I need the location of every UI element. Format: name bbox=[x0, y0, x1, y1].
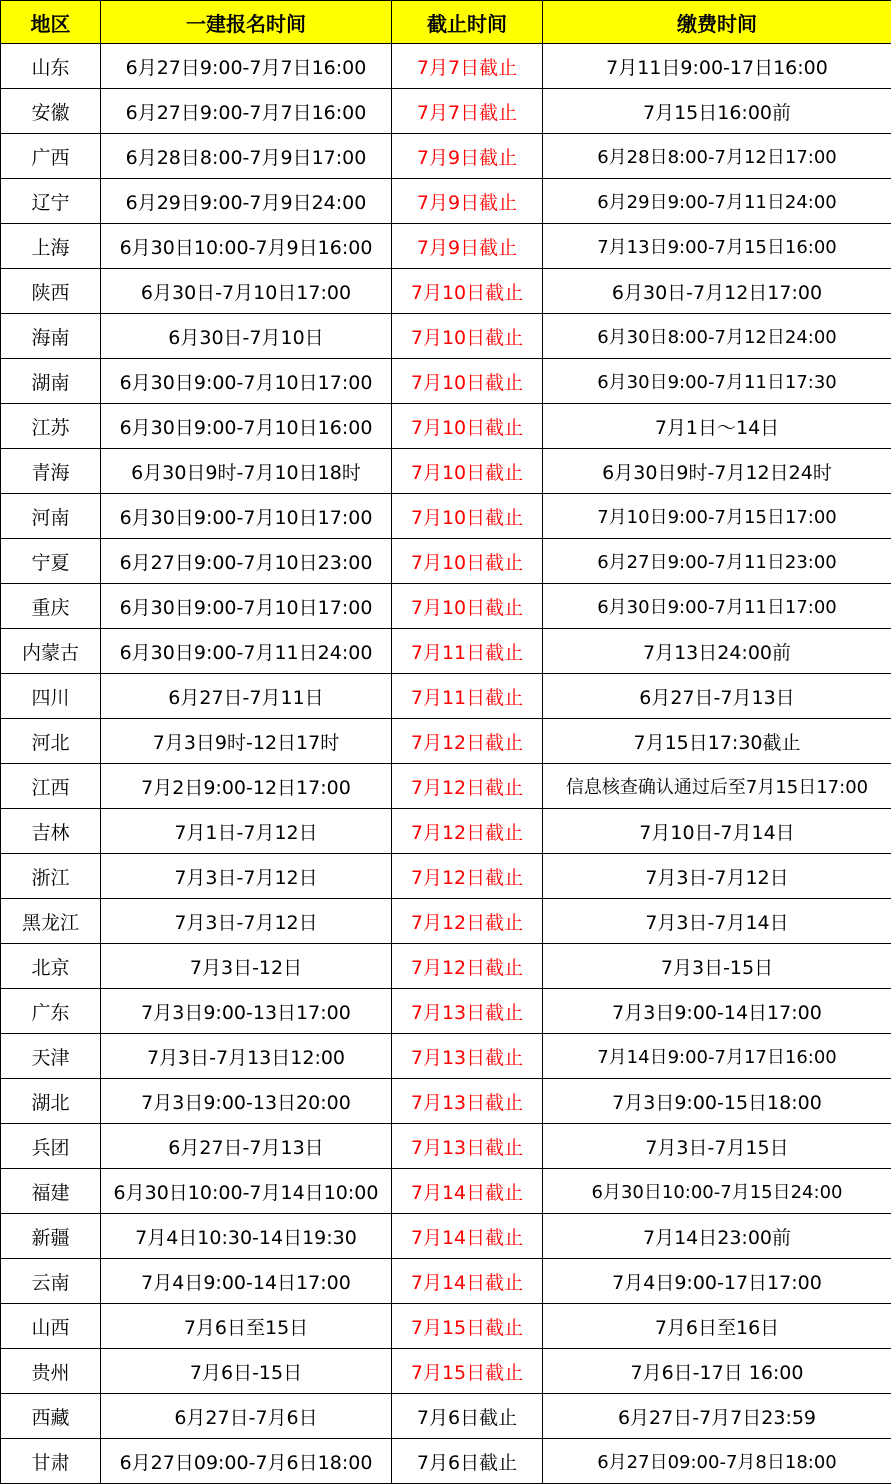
deadline-cell: 7月13日截止 bbox=[392, 1079, 543, 1124]
registration-time-cell: 6月27日09:00-7月6日18:00 bbox=[101, 1439, 392, 1484]
registration-time-cell: 6月27日-7月13日 bbox=[101, 1124, 392, 1169]
deadline-cell: 7月14日截止 bbox=[392, 1169, 543, 1214]
payment-time-cell: 7月3日9:00-14日17:00 bbox=[543, 989, 891, 1034]
payment-time-cell: 6月28日8:00-7月12日17:00 bbox=[543, 134, 891, 179]
table-row bbox=[1, 44, 891, 89]
region-cell: 湖南 bbox=[1, 359, 101, 404]
table-row bbox=[1, 1349, 891, 1394]
table-row bbox=[1, 764, 891, 809]
deadline-cell: 7月12日截止 bbox=[392, 854, 543, 899]
region-cell: 重庆 bbox=[1, 584, 101, 629]
deadline-cell: 7月10日截止 bbox=[392, 314, 543, 359]
region-cell: 河北 bbox=[1, 719, 101, 764]
region-cell: 江西 bbox=[1, 764, 101, 809]
region-cell: 广西 bbox=[1, 134, 101, 179]
registration-time-cell: 7月4日10:30-14日19:30 bbox=[101, 1214, 392, 1259]
registration-time-cell: 6月30日9:00-7月10日17:00 bbox=[101, 584, 392, 629]
header-row bbox=[1, 1, 891, 44]
region-cell: 湖北 bbox=[1, 1079, 101, 1124]
table-row bbox=[1, 809, 891, 854]
table-row bbox=[1, 1304, 891, 1349]
table-row bbox=[1, 134, 891, 179]
registration-time-cell: 7月3日-7月12日 bbox=[101, 899, 392, 944]
registration-time-cell: 7月3日-12日 bbox=[101, 944, 392, 989]
deadline-cell: 7月7日截止 bbox=[392, 89, 543, 134]
payment-time-cell: 7月10日-7月14日 bbox=[543, 809, 891, 854]
registration-time-cell: 7月3日-7月12日 bbox=[101, 854, 392, 899]
deadline-cell: 7月13日截止 bbox=[392, 1034, 543, 1079]
payment-time-cell: 6月30日-7月12日17:00 bbox=[543, 269, 891, 314]
payment-time-cell: 7月3日-15日 bbox=[543, 944, 891, 989]
payment-time-cell: 7月14日23:00前 bbox=[543, 1214, 891, 1259]
table-row bbox=[1, 854, 891, 899]
registration-time-cell: 6月30日10:00-7月9日16:00 bbox=[101, 224, 392, 269]
region-cell: 吉林 bbox=[1, 809, 101, 854]
payment-time-cell: 6月30日9:00-7月11日17:30 bbox=[543, 359, 891, 404]
header-region: 地区 bbox=[1, 1, 101, 44]
registration-time-cell: 6月30日9:00-7月10日17:00 bbox=[101, 494, 392, 539]
registration-time-cell: 7月3日-7月13日12:00 bbox=[101, 1034, 392, 1079]
payment-time-cell: 6月27日-7月13日 bbox=[543, 674, 891, 719]
table-body bbox=[1, 44, 891, 1484]
table-row bbox=[1, 584, 891, 629]
header-deadline: 截止时间 bbox=[392, 1, 543, 44]
payment-time-cell: 7月3日9:00-15日18:00 bbox=[543, 1079, 891, 1124]
table-row bbox=[1, 944, 891, 989]
table-row bbox=[1, 314, 891, 359]
deadline-cell: 7月10日截止 bbox=[392, 359, 543, 404]
table-row bbox=[1, 269, 891, 314]
registration-time-cell: 6月27日9:00-7月7日16:00 bbox=[101, 89, 392, 134]
deadline-cell: 7月11日截止 bbox=[392, 674, 543, 719]
deadline-cell: 7月10日截止 bbox=[392, 269, 543, 314]
registration-time-cell: 6月28日8:00-7月9日17:00 bbox=[101, 134, 392, 179]
deadline-cell: 7月12日截止 bbox=[392, 944, 543, 989]
registration-time-cell: 7月3日9:00-13日17:00 bbox=[101, 989, 392, 1034]
payment-time-cell: 6月30日8:00-7月12日24:00 bbox=[543, 314, 891, 359]
table-row bbox=[1, 1079, 891, 1124]
payment-time-cell: 6月27日09:00-7月8日18:00 bbox=[543, 1439, 891, 1484]
deadline-cell: 7月12日截止 bbox=[392, 899, 543, 944]
deadline-cell: 7月10日截止 bbox=[392, 449, 543, 494]
deadline-cell: 7月15日截止 bbox=[392, 1304, 543, 1349]
payment-time-cell: 7月3日-7月15日 bbox=[543, 1124, 891, 1169]
deadline-cell: 7月9日截止 bbox=[392, 224, 543, 269]
table-row bbox=[1, 449, 891, 494]
registration-time-cell: 6月27日9:00-7月7日16:00 bbox=[101, 44, 392, 89]
deadline-cell: 7月12日截止 bbox=[392, 764, 543, 809]
region-cell: 浙江 bbox=[1, 854, 101, 899]
region-cell: 甘肃 bbox=[1, 1439, 101, 1484]
region-cell: 北京 bbox=[1, 944, 101, 989]
table-row bbox=[1, 1439, 891, 1484]
table-row bbox=[1, 494, 891, 539]
payment-time-cell: 7月15日16:00前 bbox=[543, 89, 891, 134]
region-cell: 黑龙江 bbox=[1, 899, 101, 944]
table-row bbox=[1, 719, 891, 764]
deadline-cell: 7月9日截止 bbox=[392, 179, 543, 224]
deadline-cell: 7月11日截止 bbox=[392, 629, 543, 674]
payment-time-cell: 7月3日-7月14日 bbox=[543, 899, 891, 944]
registration-time-cell: 6月30日10:00-7月14日10:00 bbox=[101, 1169, 392, 1214]
table-row bbox=[1, 1259, 891, 1304]
payment-time-cell: 7月6日-17日 16:00 bbox=[543, 1349, 891, 1394]
region-cell: 贵州 bbox=[1, 1349, 101, 1394]
region-cell: 云南 bbox=[1, 1259, 101, 1304]
table-row bbox=[1, 179, 891, 224]
deadline-cell: 7月10日截止 bbox=[392, 494, 543, 539]
deadline-cell: 7月15日截止 bbox=[392, 1349, 543, 1394]
registration-time-cell: 6月30日9:00-7月10日17:00 bbox=[101, 359, 392, 404]
registration-time-cell: 7月4日9:00-14日17:00 bbox=[101, 1259, 392, 1304]
region-cell: 天津 bbox=[1, 1034, 101, 1079]
registration-time-cell: 6月30日9:00-7月10日16:00 bbox=[101, 404, 392, 449]
payment-time-cell: 7月1日～14日 bbox=[543, 404, 891, 449]
deadline-cell: 7月10日截止 bbox=[392, 584, 543, 629]
region-cell: 海南 bbox=[1, 314, 101, 359]
deadline-cell: 7月14日截止 bbox=[392, 1259, 543, 1304]
payment-time-cell: 6月30日10:00-7月15日24:00 bbox=[543, 1169, 891, 1214]
payment-time-cell: 信息核查确认通过后至7月15日17:00 bbox=[543, 764, 891, 809]
registration-time-cell: 7月3日9:00-13日20:00 bbox=[101, 1079, 392, 1124]
deadline-cell: 7月13日截止 bbox=[392, 989, 543, 1034]
registration-time-cell: 7月1日-7月12日 bbox=[101, 809, 392, 854]
table-row bbox=[1, 89, 891, 134]
registration-time-cell: 7月6日至15日 bbox=[101, 1304, 392, 1349]
region-cell: 四川 bbox=[1, 674, 101, 719]
table-row bbox=[1, 989, 891, 1034]
deadline-cell: 7月12日截止 bbox=[392, 809, 543, 854]
deadline-cell: 7月13日截止 bbox=[392, 1124, 543, 1169]
region-cell: 西藏 bbox=[1, 1394, 101, 1439]
payment-time-cell: 6月30日9:00-7月11日17:00 bbox=[543, 584, 891, 629]
payment-time-cell: 7月3日-7月12日 bbox=[543, 854, 891, 899]
region-cell: 内蒙古 bbox=[1, 629, 101, 674]
registration-time-cell: 7月6日-15日 bbox=[101, 1349, 392, 1394]
table-row bbox=[1, 404, 891, 449]
registration-time-cell: 6月27日-7月6日 bbox=[101, 1394, 392, 1439]
deadline-cell: 7月6日截止 bbox=[392, 1394, 543, 1439]
deadline-cell: 7月6日截止 bbox=[392, 1439, 543, 1484]
region-cell: 河南 bbox=[1, 494, 101, 539]
deadline-cell: 7月14日截止 bbox=[392, 1214, 543, 1259]
table-row bbox=[1, 674, 891, 719]
region-cell: 新疆 bbox=[1, 1214, 101, 1259]
region-cell: 广东 bbox=[1, 989, 101, 1034]
table-row bbox=[1, 899, 891, 944]
registration-time-cell: 6月30日-7月10日17:00 bbox=[101, 269, 392, 314]
payment-time-cell: 6月27日-7月7日23:59 bbox=[543, 1394, 891, 1439]
region-cell: 辽宁 bbox=[1, 179, 101, 224]
registration-time-cell: 6月30日9时-7月10日18时 bbox=[101, 449, 392, 494]
table-row bbox=[1, 1394, 891, 1439]
deadline-cell: 7月9日截止 bbox=[392, 134, 543, 179]
table-row bbox=[1, 1214, 891, 1259]
region-cell: 上海 bbox=[1, 224, 101, 269]
payment-time-cell: 7月11日9:00-17日16:00 bbox=[543, 44, 891, 89]
table-row bbox=[1, 539, 891, 584]
payment-time-cell: 6月29日9:00-7月11日24:00 bbox=[543, 179, 891, 224]
header-payment-time: 缴费时间 bbox=[543, 1, 891, 44]
payment-time-cell: 7月15日17:30截止 bbox=[543, 719, 891, 764]
payment-time-cell: 6月27日9:00-7月11日23:00 bbox=[543, 539, 891, 584]
payment-time-cell: 7月6日至16日 bbox=[543, 1304, 891, 1349]
deadline-cell: 7月10日截止 bbox=[392, 404, 543, 449]
table-row bbox=[1, 1034, 891, 1079]
region-cell: 山东 bbox=[1, 44, 101, 89]
region-cell: 宁夏 bbox=[1, 539, 101, 584]
payment-time-cell: 6月30日9时-7月12日24时 bbox=[543, 449, 891, 494]
payment-time-cell: 7月13日24:00前 bbox=[543, 629, 891, 674]
registration-time-cell: 7月2日9:00-12日17:00 bbox=[101, 764, 392, 809]
table-row bbox=[1, 1169, 891, 1214]
payment-time-cell: 7月10日9:00-7月15日17:00 bbox=[543, 494, 891, 539]
header-registration-time: 一建报名时间 bbox=[101, 1, 392, 44]
registration-time-cell: 6月27日-7月11日 bbox=[101, 674, 392, 719]
table-row bbox=[1, 224, 891, 269]
registration-time-cell: 7月3日9时-12日17时 bbox=[101, 719, 392, 764]
registration-time-cell: 6月27日9:00-7月10日23:00 bbox=[101, 539, 392, 584]
region-cell: 安徽 bbox=[1, 89, 101, 134]
region-cell: 兵团 bbox=[1, 1124, 101, 1169]
registration-time-cell: 6月30日9:00-7月11日24:00 bbox=[101, 629, 392, 674]
region-cell: 山西 bbox=[1, 1304, 101, 1349]
table-row bbox=[1, 1124, 891, 1169]
payment-time-cell: 7月4日9:00-17日17:00 bbox=[543, 1259, 891, 1304]
registration-time-cell: 6月30日-7月10日 bbox=[101, 314, 392, 359]
region-cell: 陕西 bbox=[1, 269, 101, 314]
payment-time-cell: 7月13日9:00-7月15日16:00 bbox=[543, 224, 891, 269]
deadline-cell: 7月10日截止 bbox=[392, 539, 543, 584]
region-cell: 福建 bbox=[1, 1169, 101, 1214]
deadline-cell: 7月7日截止 bbox=[392, 44, 543, 89]
registration-time-cell: 6月29日9:00-7月9日24:00 bbox=[101, 179, 392, 224]
region-cell: 江苏 bbox=[1, 404, 101, 449]
table-row bbox=[1, 629, 891, 674]
table-row bbox=[1, 359, 891, 404]
payment-time-cell: 7月14日9:00-7月17日16:00 bbox=[543, 1034, 891, 1079]
deadline-cell: 7月12日截止 bbox=[392, 719, 543, 764]
region-cell: 青海 bbox=[1, 449, 101, 494]
